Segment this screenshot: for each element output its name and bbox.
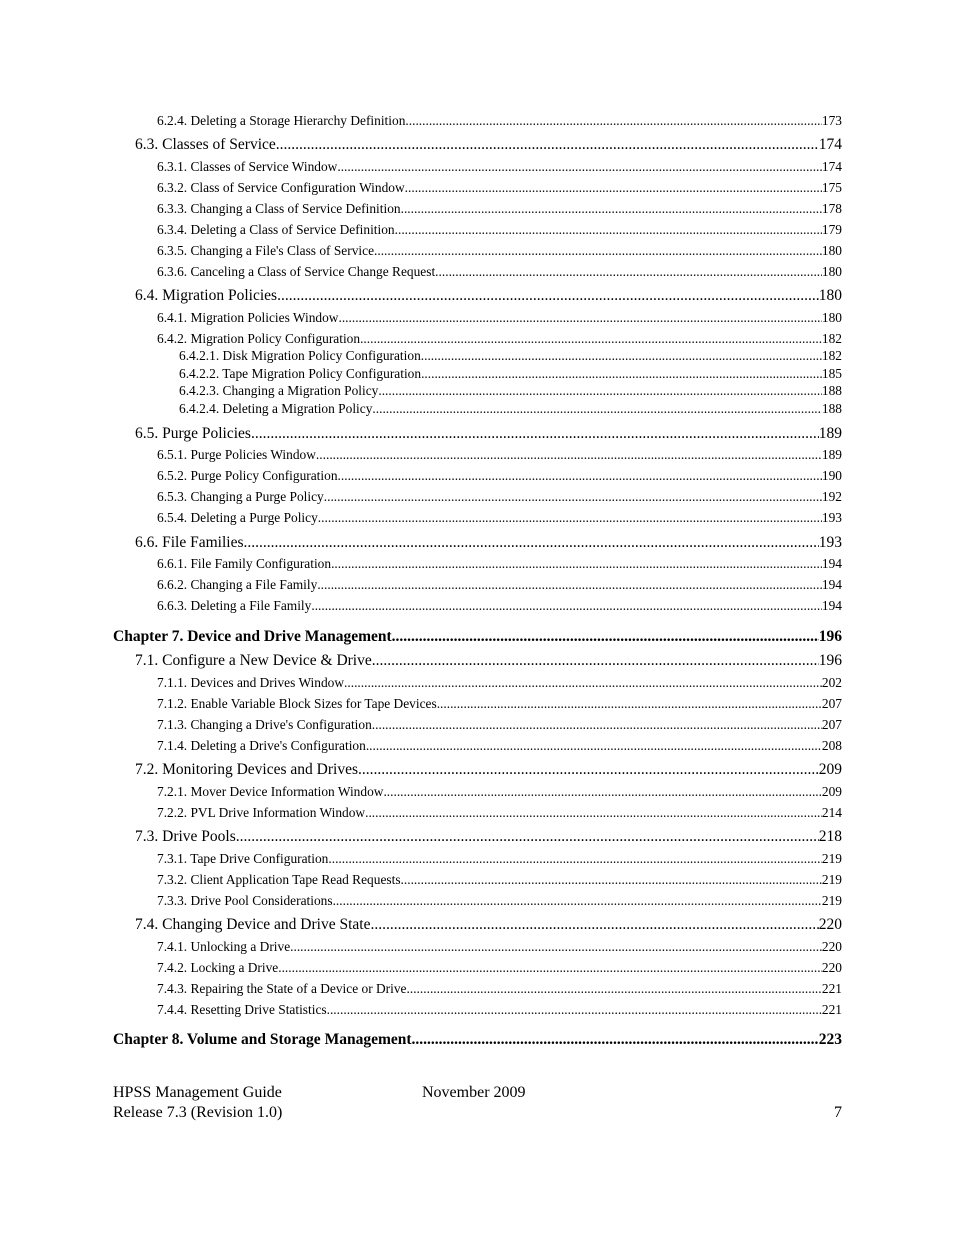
toc-dot-leader [412,1031,819,1049]
toc-entry-page: 223 [818,1031,842,1048]
toc-entry-page: 175 [821,180,842,195]
toc-entry-title: 6.4.2. Migration Policy Configuration [157,331,361,346]
toc-dot-leader [316,447,822,463]
toc-entry-title: 7.1.4. Deleting a Drive's Configuration [157,738,366,753]
toc-entry-title: 6.4.2.4. Deleting a Migration Policy [179,401,373,416]
toc-entry-page: 194 [821,577,842,592]
toc-entry-page: 221 [821,1002,842,1017]
toc-entry-title: 6.5.1. Purge Policies Window [157,447,316,462]
toc-dot-leader [331,556,822,572]
toc-entry[interactable] [157,489,842,505]
toc-dot-leader [276,136,819,154]
toc-entry-page: 220 [821,960,842,975]
toc-entry-title: 7.4.3. Repairing the State of a Device or Drive [157,981,407,996]
toc-entry-title: Chapter 7. Device and Drive Management [113,628,392,645]
toc-dot-leader [278,960,822,976]
toc-entry[interactable] [157,556,842,572]
toc-dot-leader [236,828,819,846]
toc-chapter-entry[interactable] [113,1031,842,1049]
toc-entry-page: 208 [821,738,842,753]
footer-doc-title: HPSS Management Guide [113,1084,282,1101]
toc-dot-leader [344,675,822,691]
toc-entry[interactable] [135,425,842,443]
toc-dot-leader [374,243,822,259]
toc-entry-page: 218 [818,828,842,845]
toc-entry[interactable] [157,222,842,238]
toc-entry-page: 207 [821,696,842,711]
toc-entry-page: 221 [821,981,842,996]
toc-entry-page: 180 [818,287,842,304]
toc-entry[interactable] [157,675,842,691]
toc-entry[interactable] [135,534,842,552]
toc-entry-page: 219 [821,851,842,866]
toc-dot-leader [372,401,822,417]
toc-dot-leader [421,366,822,382]
toc-entry-title: 6.3.4. Deleting a Class of Service Definition [157,222,395,237]
toc-entry[interactable] [157,738,842,754]
toc-dot-leader [405,180,822,196]
toc-entry-page: 219 [821,893,842,908]
toc-entry-title: 6.3.5. Changing a File's Class of Service [157,243,375,258]
toc-entry-title: 6.2.4. Deleting a Storage Hierarchy Definition [157,113,406,128]
toc-entry[interactable] [157,939,842,955]
toc-dot-leader [383,784,821,800]
toc-entry[interactable] [135,136,842,154]
toc-dot-leader [401,201,822,217]
toc-entry-title: 7.2.2. PVL Drive Information Window [157,805,366,820]
toc-entry[interactable] [157,960,842,976]
toc-dot-leader [401,872,822,888]
toc-dot-leader [392,628,819,646]
toc-dot-leader [277,287,819,305]
toc-dot-leader [328,851,822,867]
toc-entry[interactable] [157,981,842,997]
toc-entry[interactable] [179,383,842,399]
toc-entry[interactable] [157,696,842,712]
toc-entry-page: 190 [821,468,842,483]
toc-entry-page: 220 [818,916,842,933]
toc-dot-leader [244,534,819,552]
toc-entry[interactable] [157,1002,842,1018]
toc-entry-page: 188 [821,383,842,398]
toc-entry-title: 6.3.2. Class of Service Configuration Window [157,180,405,195]
toc-entry-page: 220 [821,939,842,954]
toc-entry-title: 6.5. Purge Policies [135,425,251,442]
toc-entry-page: 178 [821,201,842,216]
toc-entry-page: 180 [821,243,842,258]
toc-entry[interactable] [157,201,842,217]
toc-entry-title: 6.4.2.2. Tape Migration Policy Configuration [179,366,422,381]
toc-entry-page: 207 [821,717,842,732]
toc-entry[interactable] [179,348,842,364]
toc-entry[interactable] [157,468,842,484]
toc-entry[interactable] [157,717,842,733]
toc-dot-leader [338,468,822,484]
toc-entry[interactable] [157,264,842,280]
toc-entry-page: 196 [818,628,842,645]
toc-dot-leader [421,348,822,364]
toc-entry-page: 180 [821,264,842,279]
toc-entry-page: 194 [821,556,842,571]
toc-dot-leader [317,577,822,593]
toc-entry[interactable] [179,366,842,382]
toc-entry-title: 7.3.2. Client Application Tape Read Requests [157,872,401,887]
toc-entry-page: 209 [818,761,842,778]
toc-entry-page: 180 [821,310,842,325]
toc-entry-title: 7.1.1. Devices and Drives Window [157,675,345,690]
toc-entry-title: 7.4.2. Locking a Drive [157,960,279,975]
toc-dot-leader [324,489,822,505]
footer-date: November 2009 [422,1084,526,1101]
toc-entry-page: 185 [821,366,842,381]
toc-dot-leader [318,510,822,526]
toc-entry-title: 7.2. Monitoring Devices and Drives [135,761,358,778]
toc-entry-title: 6.6. File Families [135,534,244,551]
toc-entry-title: 6.3. Classes of Service [135,136,276,153]
toc-entry-title: 6.5.4. Deleting a Purge Policy [157,510,318,525]
toc-entry[interactable] [157,180,842,196]
toc-entry-page: 192 [821,489,842,504]
toc-dot-leader [395,222,822,238]
toc-entry-page: 196 [818,652,842,669]
toc-dot-leader [372,652,819,670]
toc-entry[interactable] [157,598,842,614]
toc-dot-leader [358,761,819,779]
toc-entry-title: 7.4. Changing Device and Drive State [135,916,371,933]
toc-dot-leader [360,331,822,347]
toc-entry-page: 189 [821,447,842,462]
toc-dot-leader [437,696,822,712]
toc-entry[interactable] [157,577,842,593]
toc-entry-page: 194 [821,598,842,613]
toc-dot-leader [407,981,822,997]
toc-entry[interactable] [157,159,842,175]
toc-entry-title: 7.3.1. Tape Drive Configuration [157,851,329,866]
toc-entry-title: 6.5.3. Changing a Purge Policy [157,489,324,504]
toc-dot-leader [365,805,822,821]
toc-entry-page: 189 [818,425,842,442]
toc-dot-leader [405,113,822,129]
toc-entry-title: 6.3.6. Canceling a Class of Service Change Request [157,264,436,279]
toc-dot-leader [366,738,822,754]
toc-dot-leader [370,916,818,934]
toc-entry[interactable] [157,784,842,800]
toc-entry-title: 6.4.2.1. Disk Migration Policy Configuration [179,348,421,363]
page-footer [113,1083,842,1123]
toc-entry-title: 7.1.3. Changing a Drive's Configuration [157,717,372,732]
toc-entry-title: 7.2.1. Mover Device Information Window [157,784,384,799]
toc-entry[interactable] [135,916,842,934]
toc-entry-title: Chapter 8. Volume and Storage Management [113,1031,412,1048]
toc-entry-page: 174 [818,136,842,153]
footer-page-number: 7 [834,1104,842,1121]
toc-entry-title: 7.3.3. Drive Pool Considerations [157,893,333,908]
toc-entry-title: 6.6.2. Changing a File Family [157,577,318,592]
toc-entry-page: 209 [821,784,842,799]
toc-entry-page: 193 [818,534,842,551]
toc-entry-title: 7.1. Configure a New Device & Drive [135,652,372,669]
toc-entry-page: 173 [821,113,842,128]
toc-entry[interactable] [157,243,842,259]
toc-entry-title: 6.4. Migration Policies [135,287,278,304]
toc-entry-title: 7.4.4. Resetting Drive Statistics [157,1002,327,1017]
toc-dot-leader [338,310,821,326]
toc-entry[interactable] [135,287,842,305]
toc-entry-page: 214 [821,805,842,820]
toc-entry[interactable] [135,761,842,779]
toc-entry[interactable] [157,872,842,888]
toc-entry-title: 7.1.2. Enable Variable Block Sizes for Tape Devices [157,696,437,711]
toc-dot-leader [435,264,822,280]
toc-entry[interactable] [157,331,842,347]
toc-entry[interactable] [157,851,842,867]
toc-dot-leader [378,383,822,399]
toc-entry-title: 6.4.2.3. Changing a Migration Policy [179,383,379,398]
toc-entry[interactable] [157,510,842,526]
toc-entry-title: 6.4.1. Migration Policies Window [157,310,339,325]
toc-entry-page: 179 [821,222,842,237]
toc-entry[interactable] [179,401,842,417]
toc-dot-leader [337,159,822,175]
toc-entry-title: 7.3. Drive Pools [135,828,236,845]
toc-entry-title: 6.3.3. Changing a Class of Service Definition [157,201,401,216]
toc-entry-page: 188 [821,401,842,416]
toc-entry-title: 6.3.1. Classes of Service Window [157,159,338,174]
toc-entry-title: 6.6.3. Deleting a File Family [157,598,312,613]
toc-entry[interactable] [157,805,842,821]
toc-entry-page: 202 [821,675,842,690]
toc-entry-page: 219 [821,872,842,887]
toc-dot-leader [251,425,819,443]
toc-entry-title: 7.4.1. Unlocking a Drive [157,939,291,954]
toc-entry-page: 182 [821,348,842,363]
toc-entry-page: 174 [821,159,842,174]
toc-dot-leader [333,893,822,909]
toc-entry[interactable] [157,447,842,463]
toc-dot-leader [372,717,822,733]
toc-dot-leader [327,1002,822,1018]
footer-release: Release 7.3 (Revision 1.0) [113,1104,283,1121]
toc-entry[interactable] [157,893,842,909]
toc-entry-title: 6.6.1. File Family Configuration [157,556,332,571]
toc-dot-leader [311,598,822,614]
toc-entry-page: 182 [821,331,842,346]
toc-entry-page: 193 [821,510,842,525]
toc-entry[interactable] [157,310,842,326]
toc-chapter-entry[interactable] [113,628,842,646]
toc-entry[interactable] [157,113,842,129]
toc-dot-leader [290,939,822,955]
toc-entry[interactable] [135,652,842,670]
toc-entry[interactable] [135,828,842,846]
toc-entry-title: 6.5.2. Purge Policy Configuration [157,468,338,483]
